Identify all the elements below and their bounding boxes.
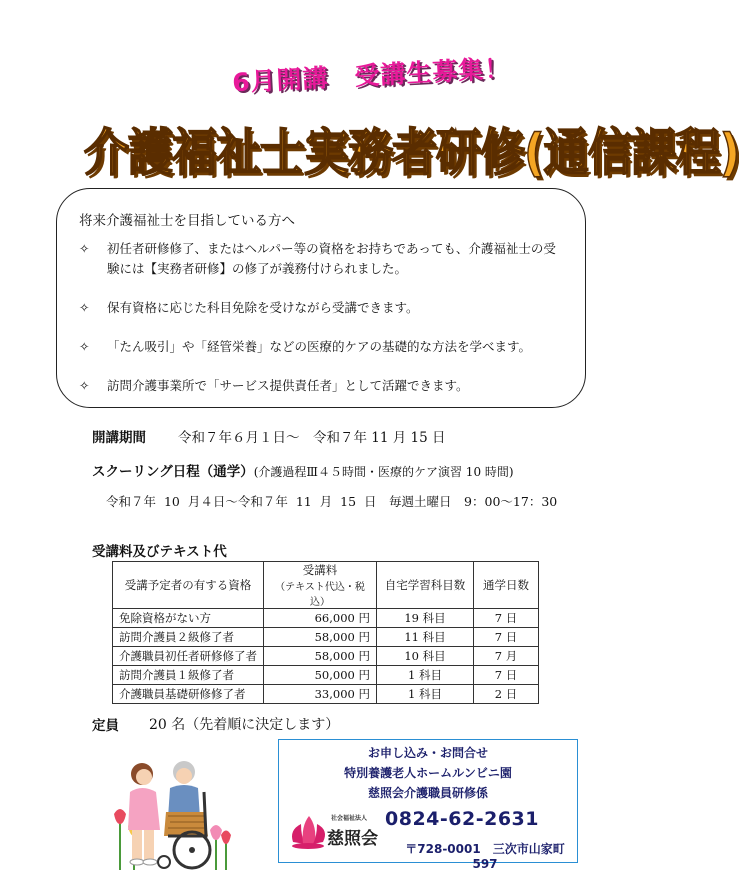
table-row — [113, 628, 539, 647]
cell-days: 7 日 — [474, 666, 539, 685]
cell-home-study: 1 科目 — [377, 685, 474, 704]
capacity — [92, 714, 339, 734]
subtitle: 6月開講 受講生募集！ — [231, 53, 512, 98]
cell-home-study: 1 科目 — [377, 666, 474, 685]
course-period — [92, 426, 446, 446]
bullet-text: 訪問介護事業所で「サービス提供責任者」として活躍できます。 — [107, 378, 469, 393]
schooling-schedule — [92, 460, 514, 480]
cell-qualification: 介護職員基礎研修修了者 — [113, 685, 264, 704]
list-item — [79, 376, 565, 396]
cell-qualification: 訪問介護員１級修了者 — [113, 666, 264, 685]
fee-header-sub: （テキスト代込・税込） — [275, 582, 365, 608]
cell-fee: 66,000 円 — [264, 609, 377, 628]
column-header-days: 通学日数 — [474, 562, 539, 609]
cell-home-study: 11 科目 — [377, 628, 474, 647]
logo-small-text: 社会福祉法人 — [331, 815, 368, 822]
sparkle-icon: ✧ — [79, 339, 90, 354]
intro-bullets — [79, 239, 565, 396]
column-header-qualification: 受講予定者の有する資格 — [113, 562, 264, 609]
column-header-home-study: 自宅学習科目数 — [377, 562, 474, 609]
cell-fee: 50,000 円 — [264, 666, 377, 685]
fee-header-label: 受講料 — [302, 563, 338, 577]
lotus-icon — [292, 816, 325, 849]
schooling-label: スクーリング日程（通学） — [92, 464, 254, 480]
organization-logo — [287, 806, 379, 852]
cell-home-study: 10 科目 — [377, 647, 474, 666]
cell-home-study: 19 科目 — [377, 609, 474, 628]
contact-heading: お申し込み・お問合せ — [367, 746, 488, 760]
cell-days: 7 日 — [474, 609, 539, 628]
capacity-label: 定員 — [92, 718, 119, 734]
column-header-fee — [264, 562, 377, 609]
bullet-text: 保有資格に応じた科目免除を受けながら受講できます。 — [107, 300, 419, 315]
list-item — [79, 239, 565, 279]
contact-address: 〒728-0001 三次市山家町 597 — [405, 842, 565, 871]
intro-box — [56, 188, 586, 408]
table-row — [113, 685, 539, 704]
fees-title: 受講料及びテキスト代 — [92, 544, 227, 560]
schooling-dates: 令和７年 10 月４日～令和７年 11 月 15 日 毎週土曜日 9：00～17：30 — [106, 494, 558, 509]
cell-fee: 58,000 円 — [264, 628, 377, 647]
caregiver-icon — [128, 763, 160, 865]
fees-table — [112, 561, 539, 704]
cell-fee: 33,000 円 — [264, 685, 377, 704]
period-label: 開講期間 — [92, 430, 146, 446]
intro-heading: 将来介護福祉士を目指している方へ — [79, 213, 295, 229]
list-item — [79, 337, 565, 357]
table-row — [113, 647, 539, 666]
period-value: 令和７年６月１日～ 令和７年 11 月 15 日 — [178, 430, 446, 446]
cell-days: 7 月 — [474, 647, 539, 666]
contact-phone[interactable]: 0824-62-2631 — [385, 808, 539, 830]
sparkle-icon: ✧ — [79, 241, 90, 256]
bullet-text: 「たん吸引」や「経管栄養」などの医療的ケアの基礎的な方法を学べます。 — [107, 339, 532, 354]
cell-qualification: 介護職員初任者研修修了者 — [113, 647, 264, 666]
list-item — [79, 298, 565, 318]
page-title: 介護福祉士実務者研修(通信課程) — [84, 123, 739, 183]
logo-name: 慈照会 — [327, 829, 378, 849]
schooling-note: (介護過程Ⅲ４５時間・医療的ケア演習 10 時間) — [253, 465, 514, 479]
table-header-row — [113, 562, 539, 609]
elderly-person-icon — [164, 761, 208, 836]
capacity-value: 20 名（先着順に決定します） — [149, 717, 340, 733]
contact-department: 慈照会介護職員研修係 — [367, 786, 488, 800]
contact-facility: 特別養護老人ホームルンビニ園 — [344, 766, 512, 780]
table-row — [113, 666, 539, 685]
cell-days: 7 日 — [474, 628, 539, 647]
contact-box — [278, 739, 578, 871]
table-row — [113, 609, 539, 628]
bullet-text: 初任者研修修了、またはヘルパー等の資格をお持ちであっても、介護福祉士の受験には【実務者研修】の修了が義務付けられました。 — [107, 241, 556, 276]
cell-qualification: 免除資格がない方 — [113, 609, 264, 628]
sparkle-icon: ✧ — [79, 378, 90, 393]
cell-fee: 58,000 円 — [264, 647, 377, 666]
caregiver-illustration — [112, 752, 232, 872]
cell-days: 2 日 — [474, 685, 539, 704]
sparkle-icon: ✧ — [79, 300, 90, 315]
cell-qualification: 訪問介護員２級修了者 — [113, 628, 264, 647]
